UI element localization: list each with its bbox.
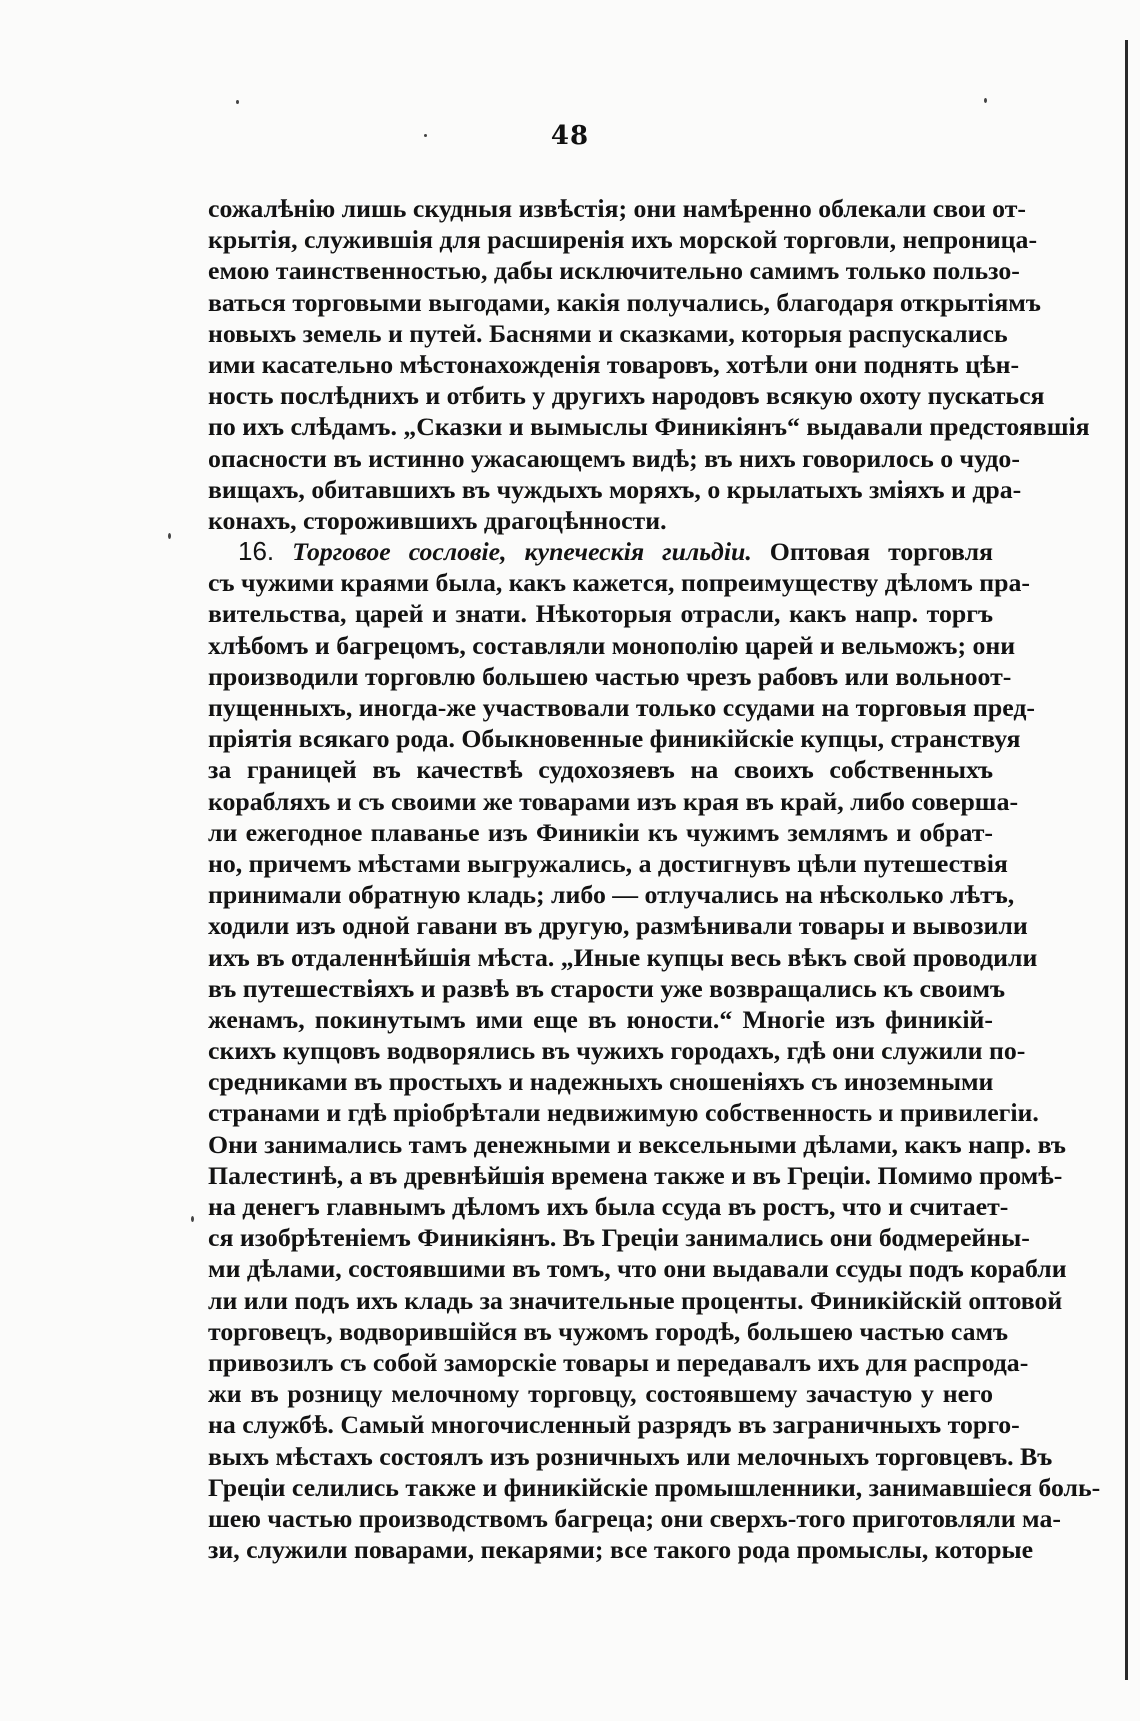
text-line: вительства, царей и знати. Нѣкоторыя отрасли, какъ напр. торгъ bbox=[208, 599, 993, 629]
text-line: по ихъ слѣдамъ. „Сказки и вымыслы Финикіянъ“ выдавали предстоявшія bbox=[208, 412, 1090, 442]
text-line: опасности въ истинно ужасающемъ видѣ; въ нихъ говорилось о чудо- bbox=[208, 443, 1020, 473]
text-line: Палестинѣ, а въ древнѣйшія времена также и въ Греціи. Помимо промѣ- bbox=[208, 1160, 1063, 1190]
text-line: но, причемъ мѣстами выгружались, а достигнувъ цѣли путешествія bbox=[208, 848, 1008, 878]
text-line: ся изобрѣтеніемъ Финикіянъ. Въ Греціи занимались они бодмерейны- bbox=[208, 1223, 1030, 1253]
text-line: за границей въ качествѣ судохозяевъ на своихъ собственныхъ bbox=[208, 755, 993, 785]
text-line: на службѣ. Самый многочисленный разрядъ въ заграничныхъ торго- bbox=[208, 1410, 1020, 1440]
text-line: средниками въ простыхъ и надежныхъ сношеніяхъ съ иноземными bbox=[208, 1067, 994, 1097]
text-line: пущенныхъ, иногда-же участвовали только ссудами на торговыя пред- bbox=[208, 693, 1035, 722]
speck bbox=[191, 1216, 194, 1222]
text-line: ли или подъ ихъ кладь за значительные проценты. Финикійскій оптовой bbox=[208, 1285, 1063, 1315]
section-first-line-text: Оптовая торговля bbox=[769, 537, 994, 567]
text-line: въ путешествіяхъ и развѣ въ старости уже возвращались къ своимъ bbox=[208, 973, 1006, 1003]
speck bbox=[168, 533, 171, 539]
text-line: ваться торговыми выгодами, какія получались, благодаря открытіямъ bbox=[208, 287, 1041, 317]
text-line: принимали обратную кладь; либо — отлучались на нѣсколько лѣтъ, bbox=[208, 880, 1015, 910]
text-line: ихъ въ отдаленнѣйшія мѣста. „Иные купцы весь вѣкъ свой проводили bbox=[208, 942, 1038, 972]
text-line: производили торговлю большею частью чрезъ рабовъ или вольноот- bbox=[208, 661, 1012, 691]
text-line: емою таинственностью, дабы исключительно самимъ только пользо- bbox=[208, 256, 1020, 286]
speck bbox=[236, 100, 239, 104]
section-number: 16. bbox=[238, 536, 275, 567]
page-edge-shadow bbox=[1125, 40, 1128, 1680]
text-line: пріятія всякаго рода. Обыкновенные финикійскіе купцы, странствуя bbox=[208, 724, 1021, 754]
text-line: крытія, служившія для расширенія ихъ морской торговли, непроница- bbox=[208, 225, 1038, 255]
text-line: торговецъ, водворившійся въ чужомъ городѣ, большею частью самъ bbox=[208, 1316, 1009, 1346]
text-line: женамъ, покинутымъ ими еще въ юности.“ Многіе изъ финикій- bbox=[208, 1004, 993, 1034]
text-line: ли ежегодное плаванье изъ Финикіи къ чужимъ землямъ и обрат- bbox=[208, 817, 993, 847]
speck bbox=[984, 98, 987, 103]
section-heading-line bbox=[208, 536, 993, 567]
text-line: ми дѣлами, состоявшими въ томъ, что они выдавали ссуды подъ корабли bbox=[208, 1254, 1067, 1284]
text-line: конахъ, сторожившихъ драгоцѣнности. bbox=[208, 505, 667, 535]
text-line: Они занимались тамъ денежными и вексельными дѣлами, какъ напр. въ bbox=[208, 1129, 1066, 1159]
text-line: странами и гдѣ пріобрѣтали недвижимую собственность и привилегіи. bbox=[208, 1098, 1039, 1128]
text-line: ность послѣднихъ и отбить у другихъ народовъ всякую охоту пускаться bbox=[208, 381, 1045, 411]
text-line: жи въ розницу мелочному торговцу, состоявшему зачастую у него bbox=[208, 1379, 993, 1409]
section-title: Торговое сословіе, купеческія гильдіи. bbox=[292, 537, 752, 567]
text-line: корабляхъ и съ своими же товарами изъ края въ край, либо соверша- bbox=[208, 786, 1019, 816]
text-line: новыхъ земель и путей. Баснями и сказками, которыя распускались bbox=[208, 318, 1008, 348]
text-line: вищахъ, обитавшихъ въ чуждыхъ моряхъ, о крылатыхъ зміяхъ и дра- bbox=[208, 474, 1022, 504]
text-line: сожалѣнію лишь скудныя извѣстія; они намѣренно облекали свои от- bbox=[208, 194, 1026, 223]
text-line: на денегъ главнымъ дѣломъ ихъ была ссуда въ ростъ, что и считает- bbox=[208, 1192, 1009, 1221]
page-number: 48 bbox=[550, 121, 590, 151]
text-line: хлѣбомъ и багрецомъ, составляли монополію царей и вельможъ; они bbox=[208, 630, 1016, 660]
text-line: съ чужими краями была, какъ кажется, попреимуществу дѣломъ пра- bbox=[208, 568, 1030, 598]
text-line: зи, служили поварами, пекарями; все такого рода промыслы, которые bbox=[208, 1535, 1034, 1565]
text-line: Греціи селились также и финикійскіе промышленники, занимавшіеся боль- bbox=[208, 1472, 1101, 1502]
text-line: ходили изъ одной гавани въ другую, размѣнивали товары и вывозили bbox=[208, 911, 1028, 941]
body-text bbox=[208, 193, 1101, 1565]
text-line: ими касательно мѣстонахожденія товаровъ, хотѣли они поднять цѣн- bbox=[208, 349, 1020, 379]
text-line: шею частью производствомъ багреца; они сверхъ-того приготовляли ма- bbox=[208, 1503, 1061, 1533]
text-line: выхъ мѣстахъ состоялъ изъ розничныхъ или мелочныхъ торговцевъ. Въ bbox=[208, 1441, 1053, 1471]
text-line: привозилъ съ собой заморскіе товары и передавалъ ихъ для распрода- bbox=[208, 1347, 1029, 1377]
text-line: скихъ купцовъ водворялись въ чужихъ городахъ, гдѣ они служили по- bbox=[208, 1036, 1026, 1066]
